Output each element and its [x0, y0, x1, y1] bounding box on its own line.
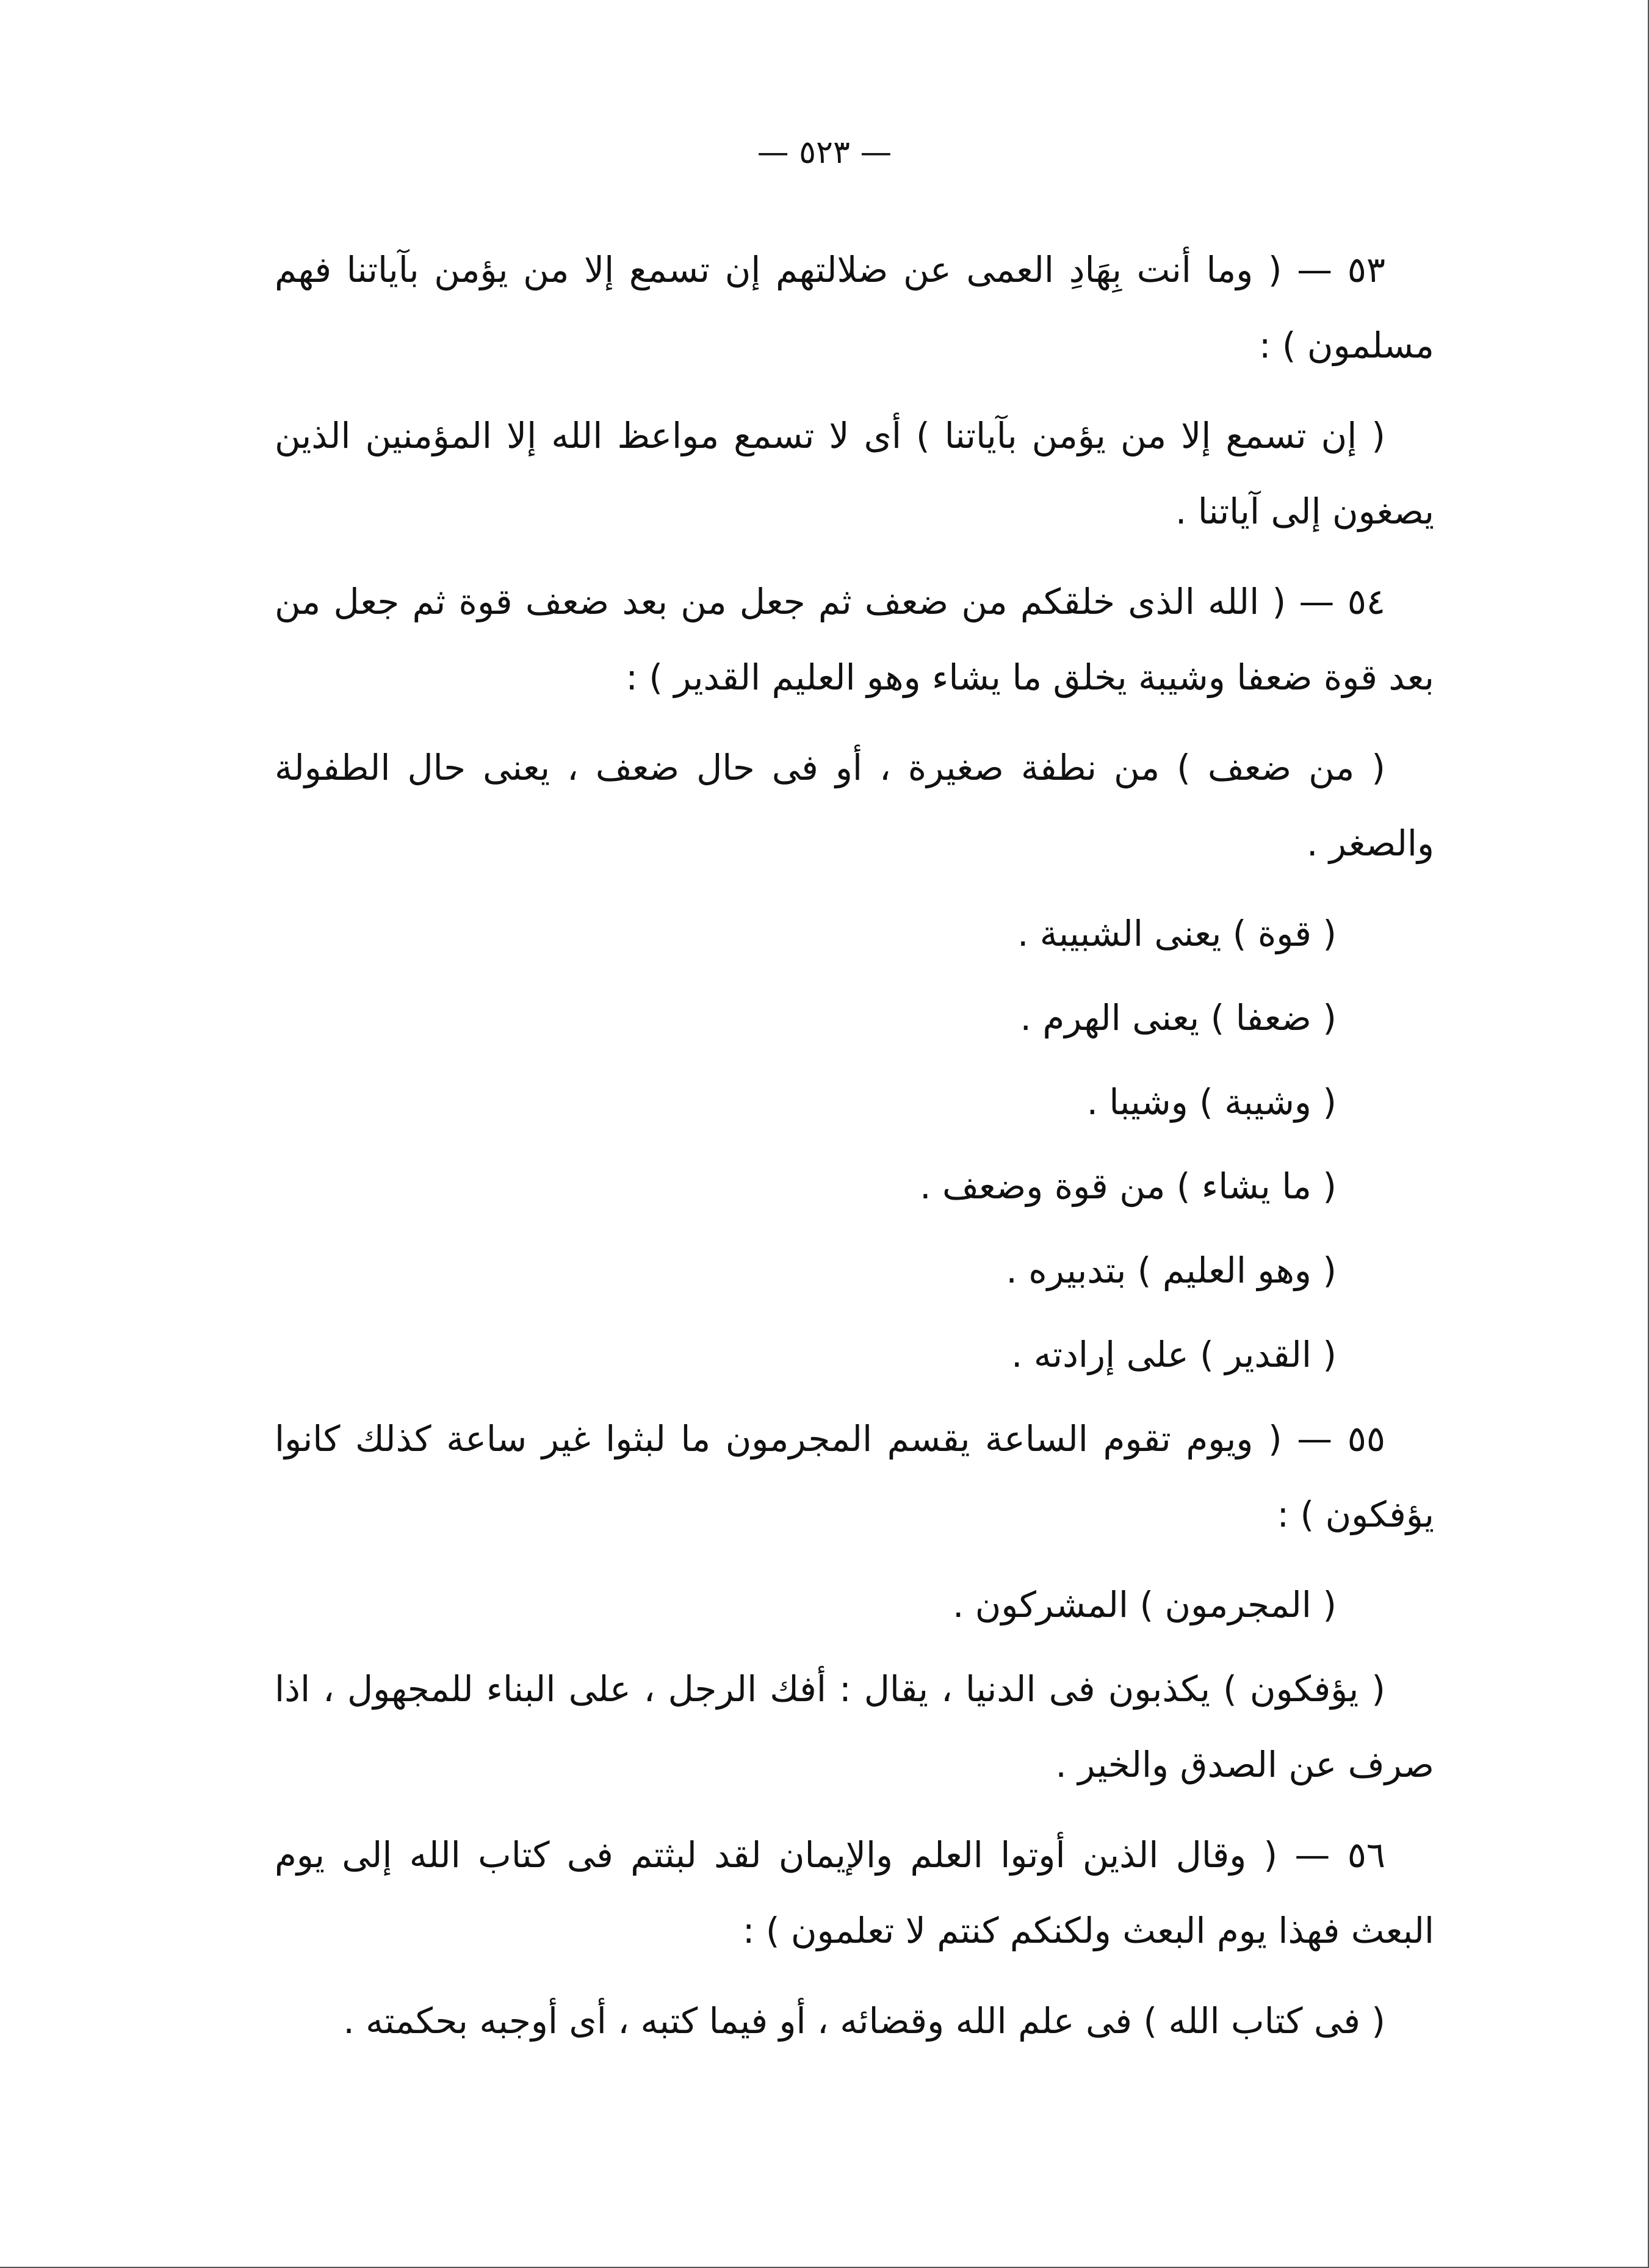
verse-54: ٥٤ — ( الله الذى خلقكم من ضعف ثم جعل من بعد ضعف قوة ثم جعل من بعد قوة ضعفا وشيبة يخلق ما يشاء وهو العليم القدير ) :	[275, 581, 1434, 698]
gloss-line: ( وشيبة ) وشيبا .	[1086, 1081, 1337, 1123]
gloss-line: ( المجرمون ) المشركون .	[952, 1584, 1337, 1625]
gloss-line: ( وهو العليم ) بتدبيره .	[1006, 1250, 1337, 1291]
gloss-line: ( ما يشاء ) من قوة وضعف .	[920, 1165, 1337, 1207]
verse-55: ٥٥ — ( ويوم تقوم الساعة يقسم المجرمون ما لبثوا غير ساعة كذلك كانوا يؤفكون ) :	[275, 1418, 1434, 1535]
page-number: — ٥٢٣ —	[757, 134, 892, 171]
commentary-paragraph: ( فى كتاب الله ) فى علم الله وقضائه ، أو فيما كتبه ، أى أوجبه بحكمته .	[343, 2000, 1385, 2042]
gloss-line: ( القدير ) على إرادته .	[1011, 1334, 1337, 1375]
commentary-paragraph: ( من ضعف ) من نطفة صغيرة ، أو فى حال ضعف ، يعنى حال الطفولة والصغر .	[275, 747, 1434, 864]
commentary-paragraph: ( يؤفكون ) يكذبون فى الدنيا ، يقال : أفك الرجل ، على البناء للمجهول ، اذا صرف عن الصدق والخير .	[275, 1668, 1434, 1785]
commentary-paragraph: ( إن تسمع إلا من يؤمن بآياتنا ) أى لا تسمع مواعظ الله إلا المؤمنين الذين يصغون إلى آياتنا .	[275, 415, 1434, 532]
verse-53: ٥٣ — ( وما أنت بِهَادِ العمى عن ضلالتهم إن تسمع إلا من يؤمن بآياتنا فهم مسلمون ) :	[275, 249, 1434, 366]
page-body	[275, 232, 1434, 2073]
verse-56: ٥٦ — ( وقال الذين أوتوا العلم والإيمان لقد لبثتم فى كتاب الله إلى يوم البعث فهذا يوم البعث ولكنكم كنتم لا تعلمون ) :	[275, 1834, 1434, 1951]
gloss-line: ( ضعفا ) يعنى الهرم .	[1020, 997, 1337, 1039]
gloss-line: ( قوة ) يعنى الشبيبة .	[1017, 913, 1337, 954]
